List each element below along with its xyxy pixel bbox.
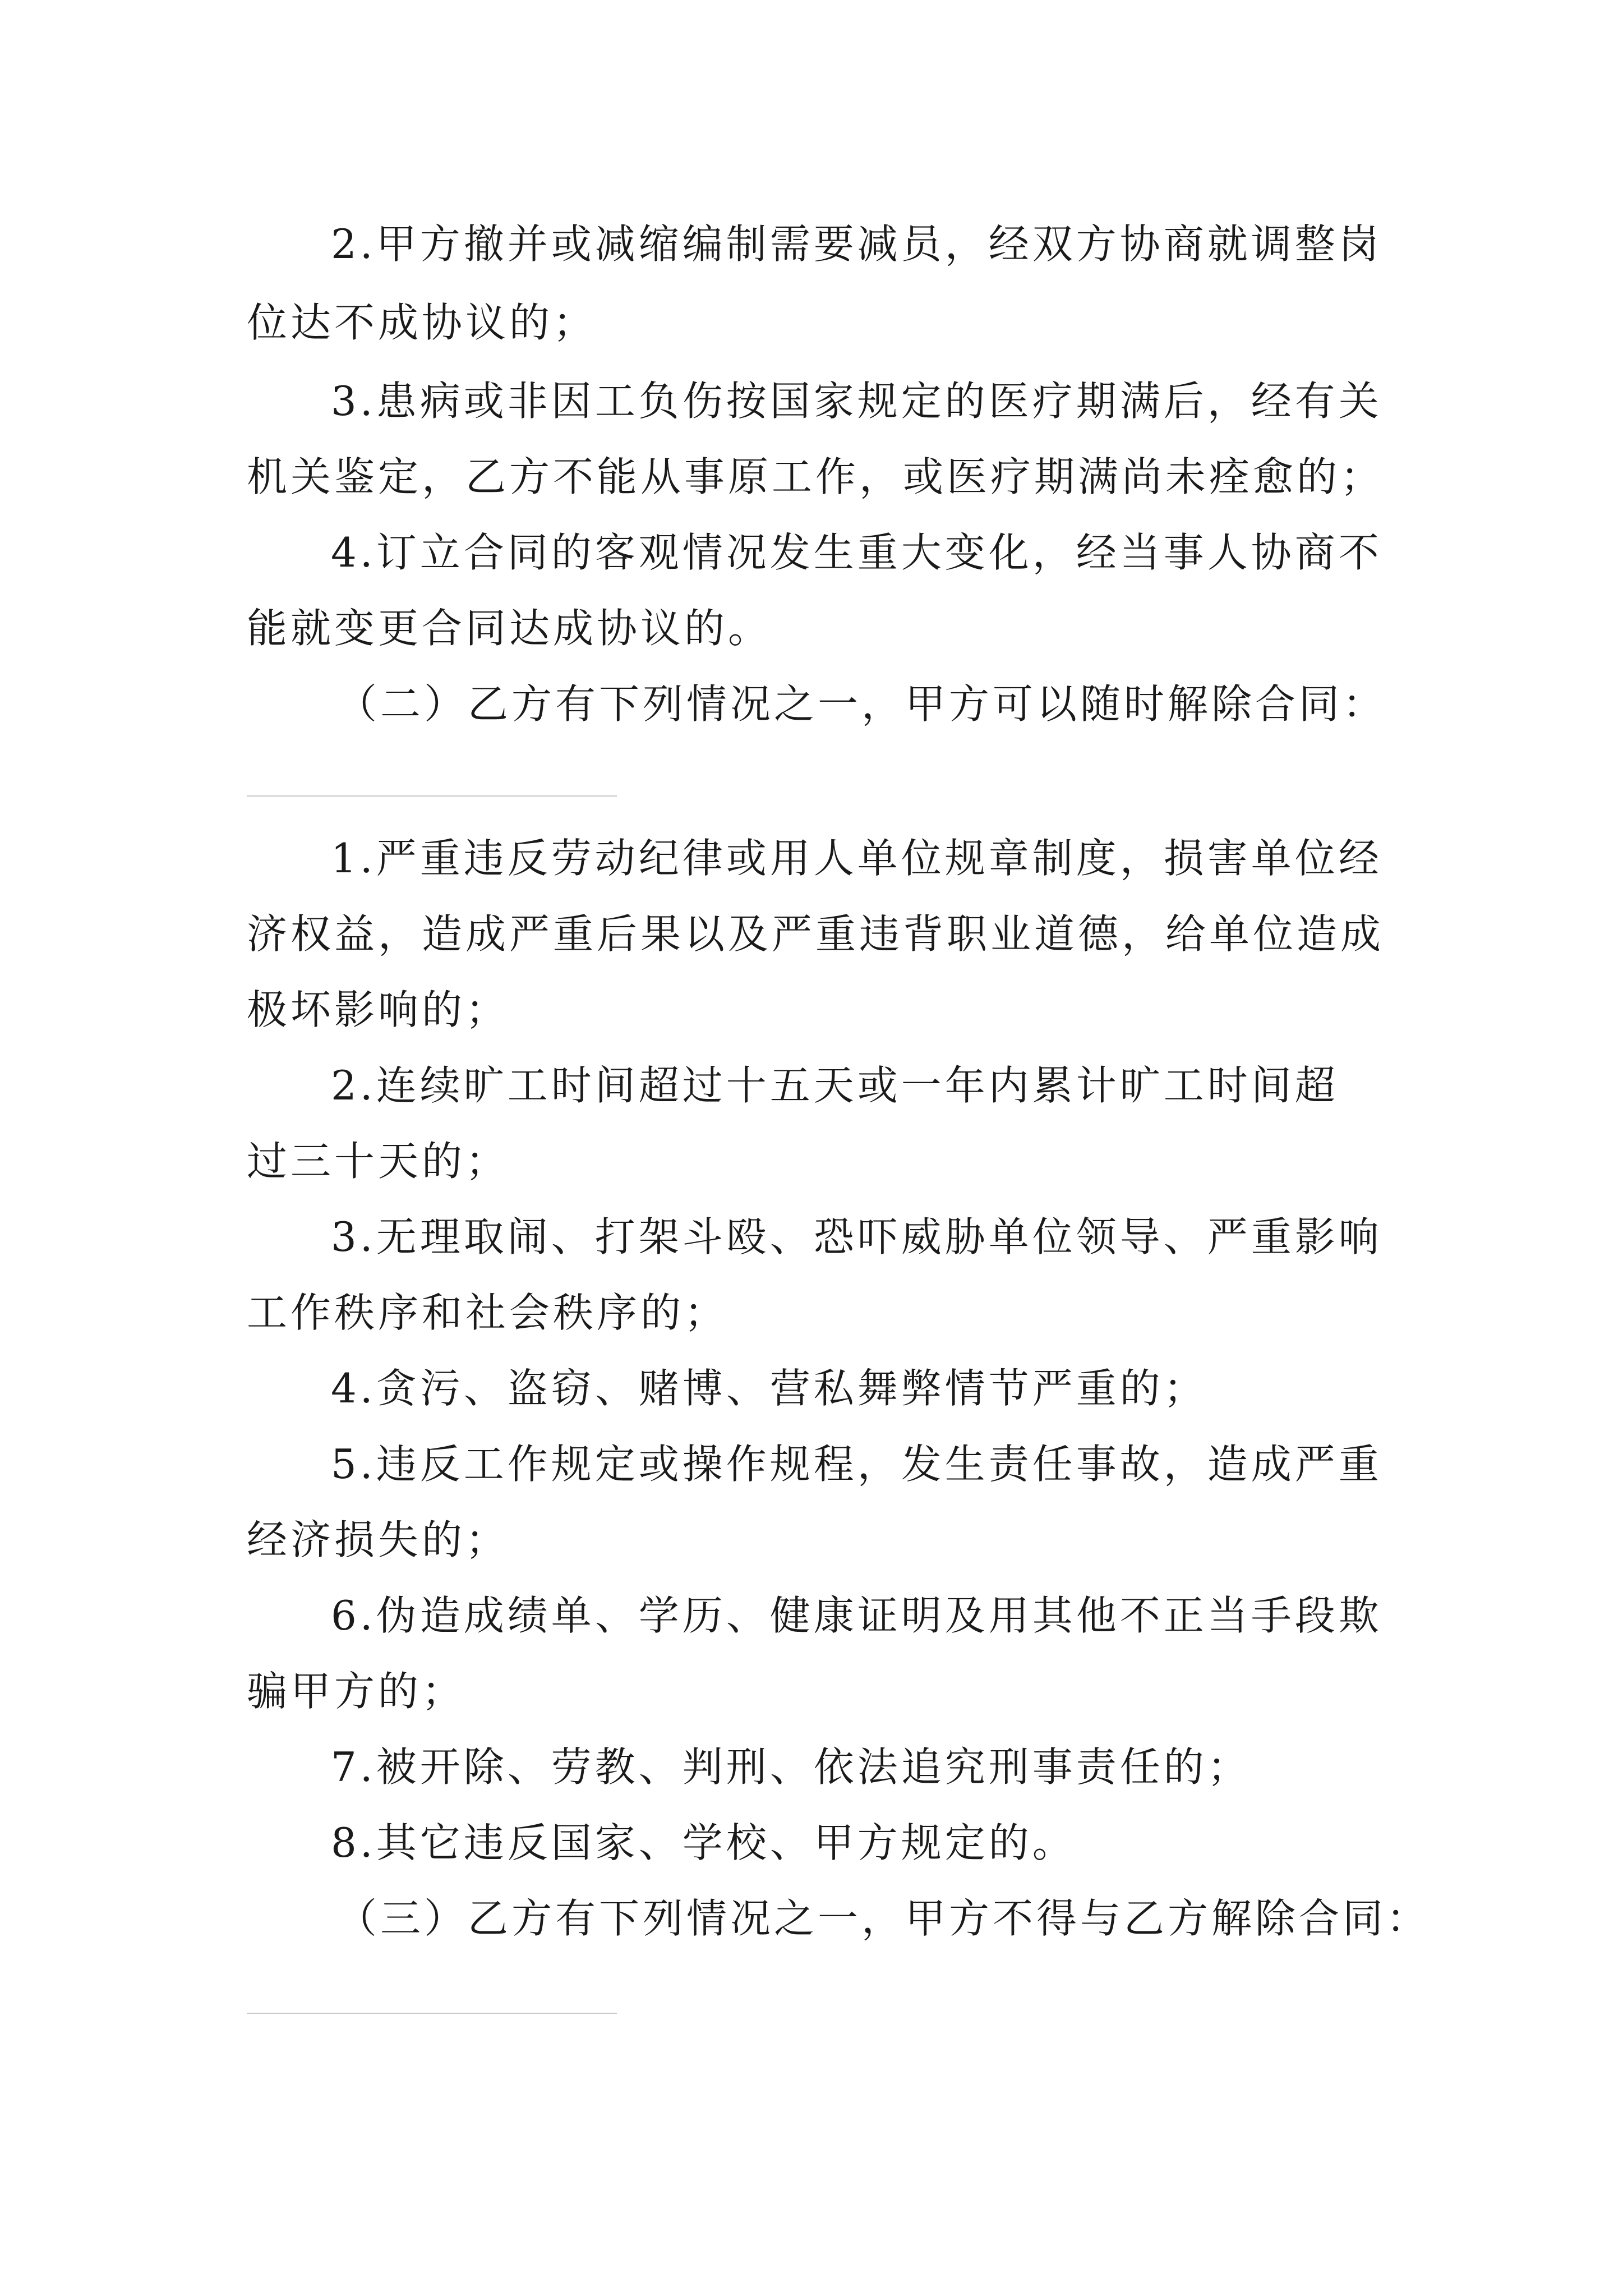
s2-item-3-line-1: 3.无理取闹、打架斗殴、恐吓威胁单位领导、严重影响 (331, 1213, 1382, 1260)
section-heading-three: （三）乙方有下列情况之一，甲方不得与乙方解除合同： (336, 1895, 1431, 1942)
item-2-line-1: 2.甲方撤并或减缩编制需要减员，经双方协商就调整岗 (331, 220, 1382, 268)
s2-item-3-line-2: 工作秩序和社会秩序的； (247, 1289, 728, 1336)
divider (247, 795, 617, 797)
s2-item-6-line-2: 骗甲方的； (247, 1668, 466, 1715)
s2-item-6-line-1: 6.伪造成绩单、学历、健康证明及用其他不正当手段欺 (331, 1592, 1382, 1639)
s2-item-4: 4.贪污、盗窃、赌博、营私舞弊情节严重的； (331, 1365, 1207, 1412)
divider-bottom (247, 2013, 617, 2014)
s2-item-1-line-2: 济权益，造成严重后果以及严重违背职业道德，给单位造成 (247, 910, 1385, 958)
s2-item-1-line-3: 极坏影响的； (247, 986, 510, 1033)
section-heading-two: （二）乙方有下列情况之一，甲方可以随时解除合同： (336, 680, 1387, 728)
item-3-line-1: 3.患病或非因工负伤按国家规定的医疗期满后，经有关 (331, 378, 1382, 425)
s2-item-7: 7.被开除、劳教、判刑、依法追究刑事责任的； (331, 1743, 1251, 1791)
s2-item-5-line-2: 经济损失的； (247, 1516, 510, 1563)
s2-item-5-line-1: 5.违反工作规定或操作规程，发生责任事故，造成严重 (331, 1441, 1382, 1488)
s2-item-1-line-1: 1.严重违反劳动纪律或用人单位规章制度，损害单位经 (331, 835, 1382, 882)
item-4-line-1: 4.订立合同的客观情况发生重大变化，经当事人协商不 (331, 529, 1382, 576)
item-2-line-2: 位达不成协议的； (247, 299, 597, 346)
item-3-line-2: 机关鉴定，乙方不能从事原工作，或医疗期满尚未痊愈的； (247, 453, 1385, 500)
s2-item-2-line-2: 过三十天的； (247, 1138, 510, 1185)
item-4-line-2: 能就变更合同达成协议的。 (247, 605, 772, 652)
s2-item-8: 8.其它违反国家、学校、甲方规定的。 (331, 1819, 1076, 1866)
s2-item-2-line-1: 2.连续旷工时间超过十五天或一年内累计旷工时间超 (331, 1062, 1339, 1109)
